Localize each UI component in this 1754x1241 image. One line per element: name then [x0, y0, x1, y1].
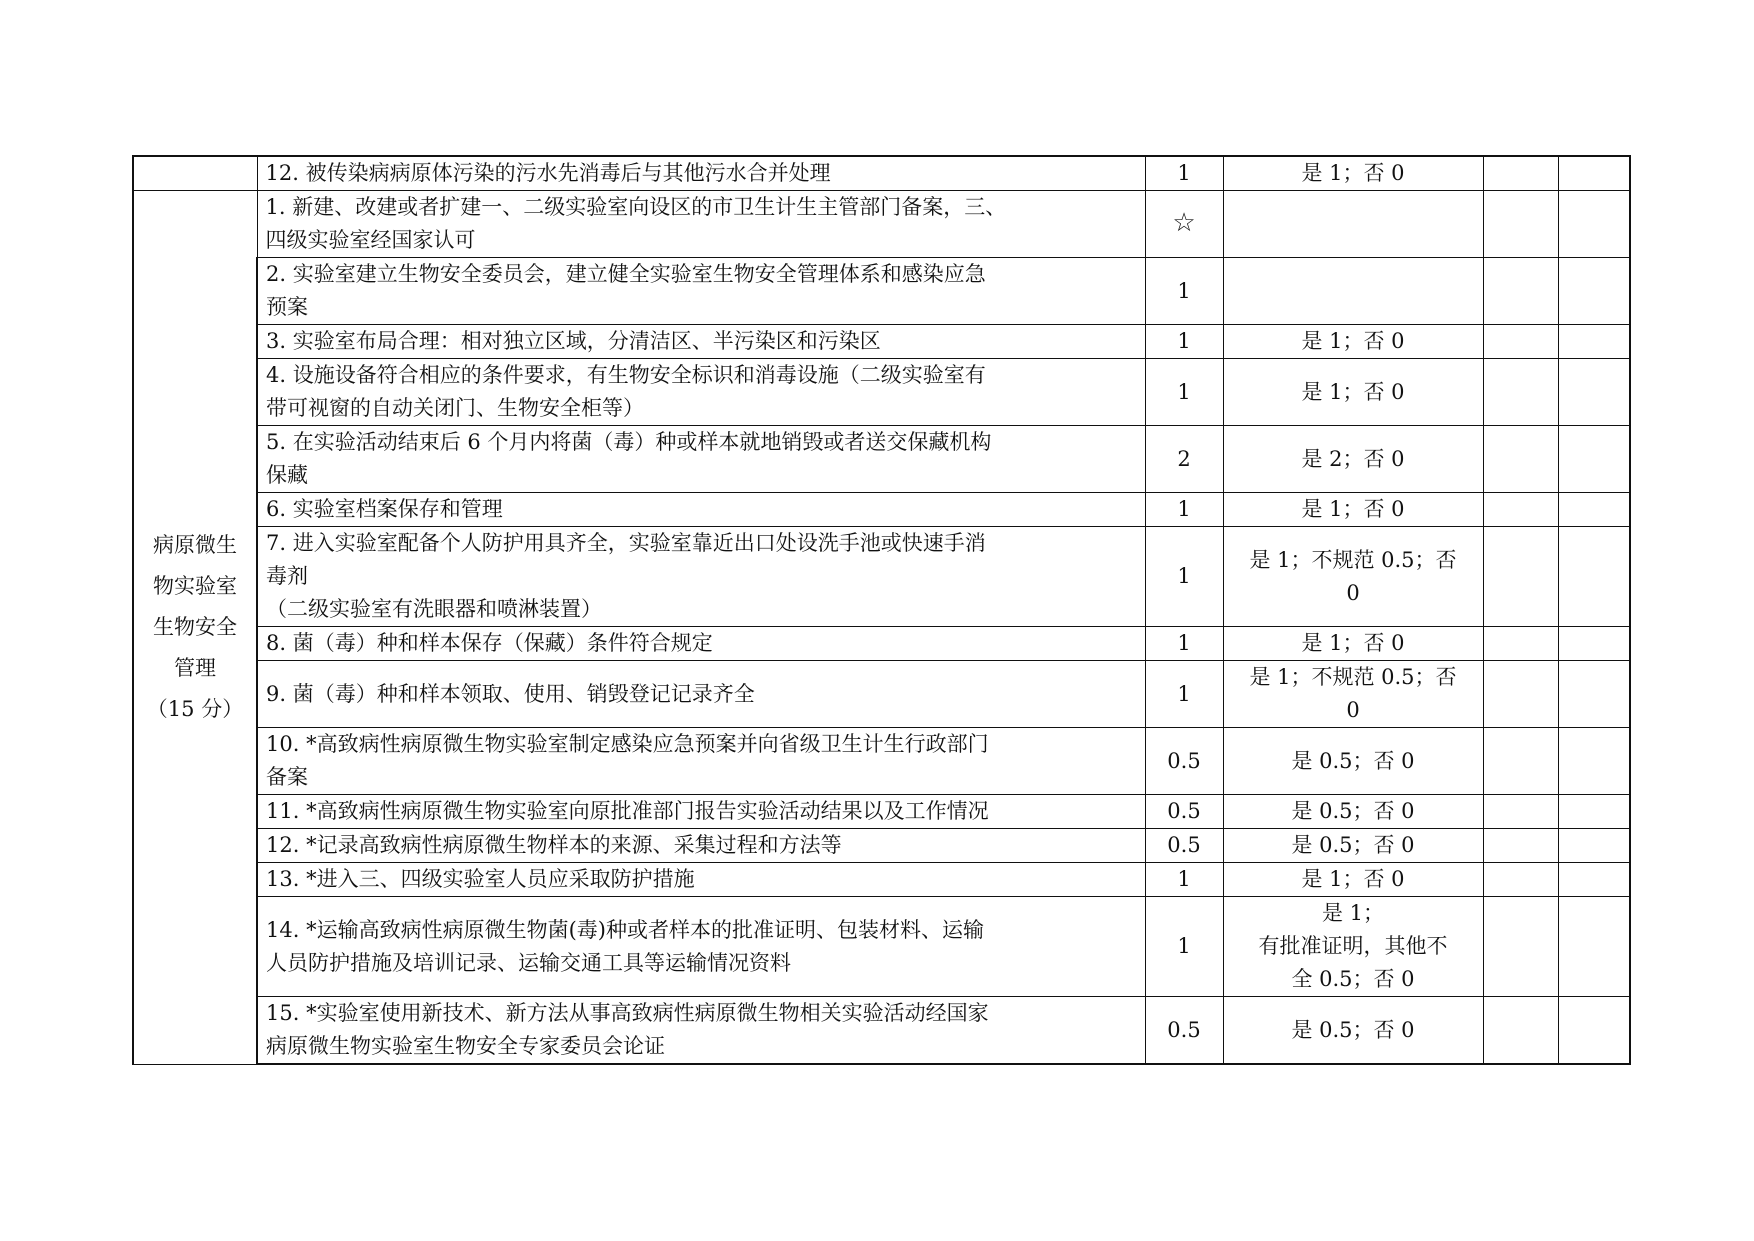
- blank-cell: [1483, 493, 1558, 527]
- criteria-text-line: 是 1；否 0: [1301, 631, 1405, 655]
- score-cell: [1145, 258, 1223, 325]
- score-cell: [1145, 829, 1223, 863]
- category-cell-empty: [133, 156, 257, 191]
- score-cell: [1145, 863, 1223, 897]
- item-text-line: 保藏: [266, 463, 308, 487]
- criteria-cell: [1223, 527, 1483, 627]
- score-cell: [1145, 493, 1223, 527]
- table-row: [133, 156, 1630, 191]
- table-row: [133, 426, 1630, 493]
- item-text-line: 8. 菌（毒）种和样本保存（保藏）条件符合规定: [266, 631, 713, 655]
- score-cell: [1145, 527, 1223, 627]
- blank-cell: [1483, 627, 1558, 661]
- criteria-text-line: 是 1；不规范 0.5；否: [1249, 547, 1457, 572]
- blank-cell: [1483, 426, 1558, 493]
- score-cell: [1145, 661, 1223, 728]
- score-value: 1: [1177, 329, 1191, 353]
- score-value: 0.5: [1167, 799, 1201, 823]
- item-text-line: 15. *实验室使用新技术、新方法从事高致病性病原微生物相关实验活动经国家: [266, 1001, 989, 1025]
- item-text-line: 预案: [266, 295, 308, 319]
- criteria-text-line: 是 0.5；否 0: [1291, 1017, 1415, 1042]
- criteria-cell: [1223, 325, 1483, 359]
- item-cell: [257, 527, 1145, 627]
- category-label-line: 病原微生: [153, 532, 237, 557]
- item-text-line: 13. *进入三、四级实验室人员应采取防护措施: [266, 867, 695, 891]
- item-text-line: 14. *运输高致病性病原微生物菌(毒)种或者样本的批准证明、包装材料、运输: [266, 917, 984, 942]
- item-cell: [257, 661, 1145, 728]
- blank-cell: [1483, 728, 1558, 795]
- score-value: 1: [1177, 934, 1191, 958]
- score-table: [132, 155, 1631, 1065]
- blank-cell: [1558, 897, 1630, 997]
- criteria-cell: [1223, 258, 1483, 325]
- score-cell: 1: [1145, 156, 1223, 191]
- category-label-line: 物实验室: [153, 573, 237, 598]
- blank-cell: [1483, 661, 1558, 728]
- item-text-line: 12. *记录高致病性病原微生物样本的来源、采集过程和方法等: [266, 833, 842, 857]
- category-label-line: （15 分）: [146, 696, 244, 721]
- table-row: [133, 897, 1630, 997]
- table-row: [133, 728, 1630, 795]
- item-text-line: 2. 实验室建立生物安全委员会，建立健全实验室生物安全管理体系和感染应急: [266, 262, 986, 286]
- score-value: 1: [1177, 564, 1191, 588]
- score-cell: [1145, 997, 1223, 1065]
- item-cell: 12. 被传染病病原体污染的污水先消毒后与其他污水合并处理: [257, 156, 1145, 191]
- blank-cell: [1483, 829, 1558, 863]
- blank-cell: [1558, 863, 1630, 897]
- criteria-cell: [1223, 493, 1483, 527]
- blank-cell: [1483, 258, 1558, 325]
- item-text-line: 11. *高致病性病原微生物实验室向原批准部门报告实验活动结果以及工作情况: [266, 799, 989, 823]
- criteria-text-line: 是 1；否 0: [1301, 497, 1405, 521]
- table-row: [133, 661, 1630, 728]
- blank-cell: [1558, 191, 1630, 258]
- criteria-text-line: 是 1；不规范 0.5；否: [1249, 665, 1457, 689]
- item-cell: [257, 426, 1145, 493]
- criteria-text-line: 是 0.5；否 0: [1291, 833, 1415, 857]
- blank-cell: [1558, 661, 1630, 728]
- criteria-cell: [1223, 997, 1483, 1065]
- item-text-line: 1. 新建、改建或者扩建一、二级实验室向设区的市卫生计生主管部门备案，三、: [265, 195, 1007, 219]
- criteria-cell: [1223, 795, 1483, 829]
- score-cell: [1145, 728, 1223, 795]
- blank-cell: [1483, 156, 1558, 191]
- criteria-cell: [1223, 359, 1483, 426]
- score-value: 1: [1177, 278, 1191, 303]
- criteria-text-line: 是 1；否 0: [1301, 329, 1405, 353]
- criteria-text-line: 是 1；否 0: [1301, 867, 1405, 891]
- criteria-cell: [1223, 627, 1483, 661]
- blank-cell: [1558, 258, 1630, 325]
- item-text-line: 10. *高致病性病原微生物实验室制定感染应急预案并向省级卫生计生行政部门: [266, 732, 989, 756]
- criteria-cell: [1223, 829, 1483, 863]
- criteria-text-line: 是 0.5；否 0: [1291, 799, 1415, 823]
- item-cell: [257, 728, 1145, 795]
- item-cell: [257, 863, 1145, 897]
- score-cell: [1145, 426, 1223, 493]
- blank-cell: [1558, 426, 1630, 493]
- item-cell: [257, 627, 1145, 661]
- blank-cell: [1558, 997, 1630, 1065]
- item-cell: [257, 258, 1145, 325]
- score-value: 0.5: [1167, 833, 1201, 857]
- table-body: [133, 156, 1630, 1064]
- criteria-cell: [1223, 728, 1483, 795]
- table-row: [133, 795, 1630, 829]
- criteria-text-line: 是 1；否 0: [1301, 379, 1405, 404]
- category-cell: [133, 191, 257, 1065]
- item-cell: [257, 493, 1145, 527]
- table-row: [133, 258, 1630, 325]
- score-value: 1: [1177, 379, 1191, 404]
- blank-cell: [1483, 191, 1558, 258]
- category-label-line: 管理: [174, 655, 216, 680]
- criteria-cell: 是 1；否 0: [1223, 156, 1483, 191]
- score-cell: [1145, 795, 1223, 829]
- table-row: [133, 359, 1630, 426]
- item-text-line: 备案: [266, 765, 308, 789]
- item-cell: [257, 897, 1145, 997]
- blank-cell: [1558, 359, 1630, 426]
- table-row: [133, 493, 1630, 527]
- item-cell: [257, 191, 1145, 258]
- criteria-cell: [1223, 863, 1483, 897]
- blank-cell: [1483, 897, 1558, 997]
- table-row: [133, 997, 1630, 1065]
- item-text-line: 3. 实验室布局合理：相对独立区域，分清洁区、半污染区和污染区: [266, 329, 881, 353]
- item-text-line: 带可视窗的自动关闭门、生物安全柜等）: [266, 396, 644, 420]
- criteria-text-line: 0: [1346, 698, 1360, 722]
- score-cell: [1145, 325, 1223, 359]
- criteria-cell: [1223, 661, 1483, 728]
- blank-cell: [1483, 325, 1558, 359]
- criteria-text-line: 有批准证明，其他不: [1258, 934, 1448, 958]
- blank-cell: [1483, 795, 1558, 829]
- item-cell: [257, 795, 1145, 829]
- score-cell: [1145, 191, 1223, 258]
- item-cell: [257, 359, 1145, 426]
- item-text-line: 病原微生物实验室生物安全专家委员会论证: [266, 1034, 665, 1058]
- criteria-text-line: 全 0.5；否 0: [1291, 967, 1415, 991]
- criteria-cell: [1223, 897, 1483, 997]
- item-cell: [257, 997, 1145, 1065]
- score-value: 0.5: [1167, 1017, 1201, 1042]
- item-text-line: 毒剂: [266, 564, 308, 588]
- item-text-line: 6. 实验室档案保存和管理: [266, 497, 503, 521]
- blank-cell: [1483, 527, 1558, 627]
- table-row: [133, 627, 1630, 661]
- blank-cell: [1558, 627, 1630, 661]
- criteria-text-line: 是 0.5；否 0: [1291, 748, 1415, 773]
- score-value: 0.5: [1167, 748, 1201, 773]
- score-cell: [1145, 627, 1223, 661]
- item-text-line: 5. 在实验活动结束后 6 个月内将菌（毒）种或样本就地销毁或者送交保藏机构: [266, 430, 992, 454]
- item-text-line: （二级实验室有洗眼器和喷淋装置）: [266, 597, 602, 621]
- item-cell: [257, 325, 1145, 359]
- table-row: [133, 829, 1630, 863]
- score-value: 1: [1177, 867, 1191, 891]
- item-text-line: 7. 进入实验室配备个人防护用具齐全，实验室靠近出口处设洗手池或快速手消: [266, 531, 986, 555]
- criteria-cell: [1223, 426, 1483, 493]
- blank-cell: [1483, 997, 1558, 1065]
- blank-cell: [1558, 156, 1630, 191]
- criteria-text-line: 是 2；否 0: [1301, 446, 1405, 471]
- criteria-cell: [1223, 191, 1483, 258]
- table-row: [133, 527, 1630, 627]
- star-icon: ☆: [1172, 208, 1196, 238]
- blank-cell: [1558, 728, 1630, 795]
- category-label-line: 生物安全: [153, 614, 237, 639]
- score-value: 2: [1177, 446, 1191, 471]
- item-text-line: 人员防护措施及培训记录、运输交通工具等运输情况资料: [266, 950, 791, 975]
- table-row: [133, 325, 1630, 359]
- blank-cell: [1483, 359, 1558, 426]
- blank-cell: [1558, 795, 1630, 829]
- item-text-line: 4. 设施设备符合相应的条件要求，有生物安全标识和消毒设施（二级实验室有: [266, 363, 986, 387]
- score-cell: [1145, 897, 1223, 997]
- score-cell: [1145, 359, 1223, 426]
- item-text-line: 四级实验室经国家认可: [265, 228, 476, 252]
- score-value: 1: [1177, 681, 1191, 706]
- blank-cell: [1558, 829, 1630, 863]
- blank-cell: [1483, 863, 1558, 897]
- criteria-text-line: 是 1；: [1321, 901, 1385, 925]
- table-row: [133, 863, 1630, 897]
- blank-cell: [1558, 325, 1630, 359]
- score-value: 1: [1177, 497, 1191, 521]
- table-row: [133, 191, 1630, 258]
- score-value: 1: [1177, 631, 1191, 655]
- item-text-line: 9. 菌（毒）种和样本领取、使用、销毁登记记录齐全: [266, 681, 755, 706]
- blank-cell: [1558, 527, 1630, 627]
- item-cell: [257, 829, 1145, 863]
- blank-cell: [1558, 493, 1630, 527]
- criteria-text-line: 0: [1346, 580, 1360, 605]
